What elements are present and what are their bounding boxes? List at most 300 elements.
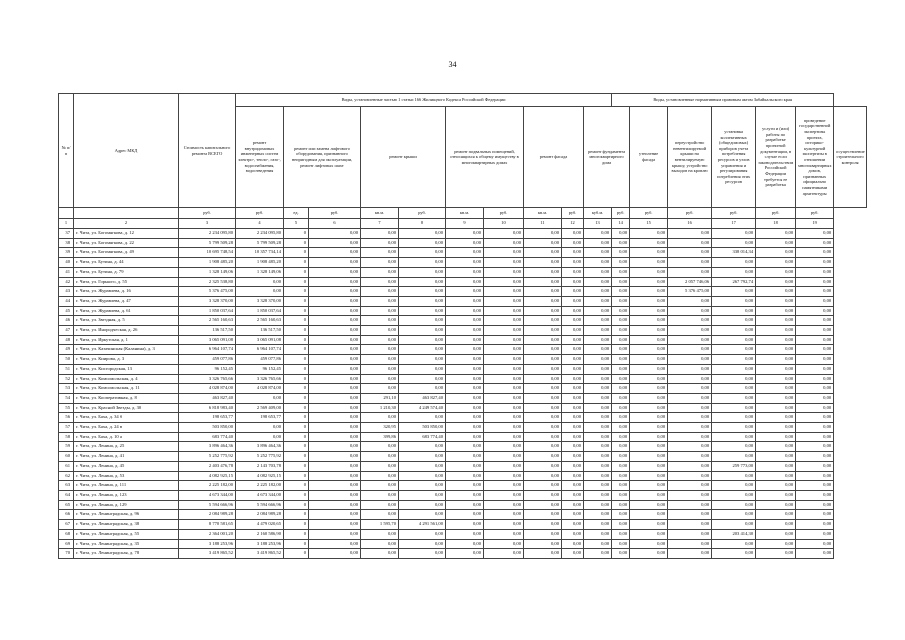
value-cell: 0 [284,423,309,433]
column-number-cell: 3 [179,218,236,229]
value-cell: 0,00 [630,529,668,539]
table-row [59,481,867,491]
row-address: г. Чита, ул. Ленина, д. 129 [74,500,179,510]
value-cell: 0,00 [446,306,484,316]
value-cell: 0,00 [612,355,630,365]
value-cell: 0,00 [756,296,796,306]
value-cell: 0,00 [612,423,630,433]
value-cell: 0,00 [361,296,399,306]
value-cell: 0,00 [446,510,484,520]
row-index: 37 [59,229,74,239]
value-cell: 0,00 [584,520,612,530]
value-cell: 0,00 [446,413,484,423]
value-cell: 399,86 [361,432,399,442]
value-cell: 0,00 [796,345,834,355]
value-cell: 0,00 [399,549,446,559]
value-cell: 0,00 [612,326,630,336]
value-cell: 8 770 581,65 [179,520,236,530]
value-cell: 0,00 [796,335,834,345]
row-index: 51 [59,364,74,374]
value-cell: 0,00 [399,384,446,394]
value-cell: 0,00 [668,481,712,491]
value-cell: 0,00 [668,374,712,384]
table-row [59,423,867,433]
value-cell: 0,00 [484,335,524,345]
value-cell: 0,00 [630,413,668,423]
value-cell: 0,00 [484,364,524,374]
value-cell: 0,00 [796,432,834,442]
value-cell: 10 695 748,54 [179,248,236,258]
row-address: г. Чита, ул. Богомягкова, д. 12 [74,229,179,239]
value-cell: 0 [284,374,309,384]
value-cell: 0 [284,500,309,510]
value-cell: 0,00 [399,355,446,365]
table-row [59,306,867,316]
column-number-cell: 12 [562,218,584,229]
value-cell: 0,00 [756,500,796,510]
value-cell: 0,00 [756,374,796,384]
value-cell: 0,00 [712,326,756,336]
value-cell: 0 [284,452,309,462]
row-address: г. Чита, ул. Журавлева, д. 16 [74,287,179,297]
value-cell: 0,00 [584,355,612,365]
value-cell: 4 479 020,65 [236,520,284,530]
value-cell: 0,00 [484,316,524,326]
value-cell: 0,00 [562,316,584,326]
value-cell: 0,00 [712,500,756,510]
value-cell: 0,00 [484,258,524,268]
value-cell: 0,00 [361,490,399,500]
value-cell: 0,00 [668,316,712,326]
value-cell: 0,00 [712,393,756,403]
value-cell: 0,00 [361,238,399,248]
col-header-design: услуги и (или) работы по разработке проектной документации, в случае если законодательством Российской Федерации требуется ее разработка [756,107,796,208]
column-number-cell: 6 [309,218,361,229]
value-cell: 0,00 [796,316,834,326]
row-index: 59 [59,442,74,452]
value-cell: 0 [284,432,309,442]
value-cell: 0,00 [612,471,630,481]
value-cell: 0,00 [446,471,484,481]
value-cell: 0,00 [756,539,796,549]
table-row [59,520,867,530]
value-cell: 0,00 [446,248,484,258]
row-address: г. Чита, ул. Журавлева, д. 47 [74,296,179,306]
value-cell: 0,00 [524,258,562,268]
value-cell: 0,00 [630,384,668,394]
table-row [59,258,867,268]
value-cell: 0,00 [712,287,756,297]
value-cell: 3 065 091,08 [236,335,284,345]
value-cell: 0,00 [524,316,562,326]
value-cell: 0,00 [668,335,712,345]
value-cell: 0,00 [630,549,668,559]
value-cell: 0,00 [796,258,834,268]
value-cell: 2 569 409,00 [236,403,284,413]
value-cell: 0,00 [630,345,668,355]
value-cell: 0,00 [524,326,562,336]
value-cell: 0,00 [562,442,584,452]
value-cell: 0,00 [399,500,446,510]
value-cell: 0,00 [484,529,524,539]
value-cell: 0,00 [630,267,668,277]
value-cell: 0,00 [309,403,361,413]
column-number-cell: 14 [612,218,630,229]
value-cell: 0,00 [562,238,584,248]
value-cell: 259 773,00 [712,461,756,471]
value-cell: 0,00 [756,510,796,520]
value-cell: 0,00 [562,287,584,297]
value-cell: 6 818 983,40 [179,403,236,413]
value-cell: 1 328 149,06 [236,267,284,277]
value-cell: 0,00 [668,364,712,374]
value-cell: 0,00 [446,481,484,491]
value-cell: 459 077,86 [179,355,236,365]
value-cell: 0,00 [309,520,361,530]
value-cell: 0,00 [524,481,562,491]
unit-cell: руб. [309,208,361,219]
value-cell: 2 325 538,80 [179,277,236,287]
value-cell: 6 964 107,74 [179,345,236,355]
value-cell: 0,00 [796,306,834,316]
value-cell: 0,00 [712,549,756,559]
value-cell: 0,00 [309,306,361,316]
value-cell: 0,00 [446,442,484,452]
value-cell: 0,00 [399,481,446,491]
value-cell: 0 [284,258,309,268]
value-cell: 0,00 [796,229,834,239]
table-row [59,442,867,452]
unit-cell: руб. [484,208,524,219]
value-cell: 0,00 [630,442,668,452]
row-index: 67 [59,520,74,530]
value-cell: 0,00 [236,423,284,433]
value-cell: 0 [284,267,309,277]
row-index: 65 [59,500,74,510]
group-header-code: Виды, установленные частью 1 статьи 166 Жилищного Кодекса Российской Федерации [236,94,612,107]
value-cell: 0,00 [668,238,712,248]
value-cell: 0,00 [446,520,484,530]
value-cell: 0,00 [712,355,756,365]
row-address: г. Чита, ул. Баха, д. 24 в [74,423,179,433]
value-cell: 0,00 [630,364,668,374]
value-cell: 0,00 [612,374,630,384]
value-cell: 5 594 666,96 [236,500,284,510]
row-address: г. Чита, ул. Киирова, д. 3 [74,355,179,365]
value-cell: 0,00 [399,442,446,452]
column-number-cell: 7 [361,218,399,229]
value-cell: 5 252 775,92 [236,452,284,462]
value-cell: 0,00 [562,355,584,365]
value-cell: 0,00 [612,442,630,452]
value-cell: 5 376 475,00 [668,287,712,297]
value-cell: 0,00 [796,248,834,258]
value-cell: 4 082 925,15 [179,471,236,481]
value-cell: 0,00 [446,529,484,539]
column-number-cell: 11 [524,218,562,229]
col-header-elevators: ремонт или замена лифтового оборудования, признанного непригодным для эксплуатации, ремонт лифтовых шахт [284,107,361,208]
value-cell: 0,00 [361,277,399,287]
value-cell: 0,00 [712,296,756,306]
col-header-roof: ремонт крыши [361,107,446,208]
value-cell: 0,00 [399,510,446,520]
value-cell: 0,00 [668,510,712,520]
value-cell: 0,00 [756,364,796,374]
value-cell: 0,00 [399,326,446,336]
value-cell: 0,00 [796,549,834,559]
value-cell: 0,00 [484,539,524,549]
table-row [59,287,867,297]
table-row [59,500,867,510]
value-cell: 0,00 [484,423,524,433]
value-cell: 0,00 [446,364,484,374]
value-cell: 0,00 [630,258,668,268]
value-cell: 0,00 [361,481,399,491]
column-number-cell: 2 [74,218,179,229]
value-cell: 0,00 [756,490,796,500]
column-number-cell: 5 [284,218,309,229]
value-cell: 0,00 [361,335,399,345]
value-cell: 0,00 [399,374,446,384]
value-cell: 1 595,70 [361,520,399,530]
row-index: 52 [59,374,74,384]
value-cell: 0,00 [524,423,562,433]
value-cell: 0,00 [446,316,484,326]
value-cell: 2 565 160,63 [179,316,236,326]
value-cell: 0,00 [612,490,630,500]
value-cell: 0,00 [668,452,712,462]
value-cell: 0 [284,345,309,355]
value-cell: 0,00 [712,403,756,413]
value-cell: 0,00 [756,529,796,539]
value-cell: 0,00 [309,490,361,500]
value-cell: 0,00 [612,287,630,297]
value-cell: 0,00 [562,306,584,316]
value-cell: 0,00 [712,364,756,374]
value-cell: 0,00 [446,277,484,287]
row-index: 45 [59,306,74,316]
row-address: г. Чита, ул. Инородческая, д. 26 [74,326,179,336]
value-cell: 0,00 [630,277,668,287]
table-row [59,490,867,500]
value-cell: 0,00 [361,539,399,549]
column-number-cell: 1 [59,218,74,229]
value-cell: 0,00 [399,452,446,462]
table-row [59,248,867,258]
value-cell: 0,00 [712,306,756,316]
value-cell: 0,00 [584,345,612,355]
row-address: г. Чита, ул. Комсомольская, д. 11 [74,384,179,394]
value-cell: 0,00 [796,442,834,452]
value-cell: 0,00 [668,471,712,481]
value-cell: 198 653,77 [236,413,284,423]
table-row [59,229,867,239]
value-cell: 5 376 475,00 [179,287,236,297]
value-cell: 0,00 [399,287,446,297]
value-cell: 0 [284,316,309,326]
table-row [59,345,867,355]
value-cell: 0,00 [562,393,584,403]
table-row [59,510,867,520]
value-cell: 0,00 [562,529,584,539]
value-cell: 96 152,45 [236,364,284,374]
value-cell: 0,00 [796,384,834,394]
value-cell: 0,00 [756,413,796,423]
value-cell: 0,00 [630,500,668,510]
value-cell: 0,00 [796,529,834,539]
col-header-basement: ремонт подвальных помещений, относящихся к общему имуществу в многоквартирных домах [446,107,524,208]
value-cell: 0,00 [630,335,668,345]
column-number-cell: 9 [446,218,484,229]
row-address: г. Чита, ул. Кисгородская, 13 [74,364,179,374]
value-cell: 0 [284,326,309,336]
value-cell: 0,00 [361,267,399,277]
value-cell: 136 517,50 [179,326,236,336]
row-index: 42 [59,277,74,287]
value-cell: 0,00 [309,355,361,365]
value-cell: 0,00 [446,229,484,239]
row-index: 69 [59,539,74,549]
row-address: г. Чита, ул. Красной Звезды, д. 30 [74,403,179,413]
value-cell: 1 210,30 [361,403,399,413]
value-cell: 0,00 [399,248,446,258]
row-address: г. Чита, ул. Ленина, д. 25 [74,442,179,452]
value-cell: 2 364 001,20 [179,529,236,539]
row-index: 39 [59,248,74,258]
value-cell: 5 799 509,28 [236,238,284,248]
value-cell: 0,00 [612,335,630,345]
row-address: г. Чита, ул. Ленинградская, д. 35 [74,539,179,549]
col-header-facade: ремонт фасада [524,107,584,208]
value-cell: 0,00 [796,267,834,277]
value-cell: 0,00 [446,432,484,442]
value-cell: 0,00 [361,345,399,355]
value-cell: 0,00 [484,277,524,287]
value-cell: 0,00 [612,549,630,559]
value-cell: 0,00 [399,413,446,423]
value-cell: 0,00 [361,471,399,481]
value-cell: 0 [284,335,309,345]
value-cell: 0,00 [756,432,796,442]
value-cell: 0,00 [361,442,399,452]
row-address: г. Чита, ул. Богомягкова, д. 22 [74,238,179,248]
value-cell: 0,00 [309,248,361,258]
value-cell: 0,00 [756,306,796,316]
value-cell: 96 152,45 [179,364,236,374]
value-cell: 0,00 [668,258,712,268]
unit-cell: руб. [612,208,630,219]
value-cell: 0,00 [484,287,524,297]
unit-cell: руб. [179,208,236,219]
table-row [59,393,867,403]
table-row [59,549,867,559]
unit-cell: руб. [630,208,668,219]
value-cell: 0,00 [756,384,796,394]
value-cell: 0,00 [446,452,484,462]
value-cell: 0,00 [309,258,361,268]
value-cell: 0,00 [562,345,584,355]
value-cell: 0,00 [630,490,668,500]
value-cell: 0,00 [796,500,834,510]
value-cell: 0,00 [668,326,712,336]
value-cell: 503 850,00 [179,423,236,433]
value-cell: 0,00 [630,229,668,239]
value-cell: 0,00 [712,423,756,433]
value-cell: 0 [284,306,309,316]
value-cell: 291,10 [361,393,399,403]
value-cell: 0,00 [796,238,834,248]
value-cell: 0,00 [361,326,399,336]
value-cell: 0,00 [756,316,796,326]
value-cell: 0,00 [562,500,584,510]
value-cell: 0 [284,403,309,413]
value-cell: 463 827,40 [399,393,446,403]
value-cell: 0,00 [584,461,612,471]
value-cell: 2 403 476,78 [179,461,236,471]
value-cell: 459 077,86 [236,355,284,365]
value-cell: 198 653,77 [179,413,236,423]
value-cell: 0 [284,413,309,423]
value-cell: 0,00 [612,364,630,374]
value-cell: 0,00 [484,461,524,471]
value-cell: 0,00 [584,326,612,336]
value-cell: 0,00 [756,326,796,336]
table-row [59,539,867,549]
value-cell: 0,00 [668,461,712,471]
value-cell: 0,00 [484,403,524,413]
row-address: г. Чита, ул. Кооперативная, д. 8 [74,393,179,403]
value-cell: 0,00 [524,384,562,394]
value-cell: 0,00 [361,529,399,539]
row-index: 70 [59,549,74,559]
value-cell: 2 143 703,78 [236,461,284,471]
value-cell: 0,00 [446,384,484,394]
value-cell: 0,00 [612,238,630,248]
value-cell: 0,00 [796,287,834,297]
value-cell: 0,00 [712,335,756,345]
value-cell: 0,00 [484,229,524,239]
table-row [59,296,867,306]
row-index: 64 [59,490,74,500]
value-cell: 0,00 [236,287,284,297]
value-cell: 0,00 [399,529,446,539]
value-cell: 0,00 [361,287,399,297]
row-address: г. Чита, ул. Богомягкова, д. 49 [74,248,179,258]
value-cell: 0,00 [399,258,446,268]
unit-cell: руб. [562,208,584,219]
value-cell: 0,00 [309,277,361,287]
value-cell: 0,00 [309,539,361,549]
row-address: г. Чита, ул. Баха, д. 34 б [74,413,179,423]
row-index: 41 [59,267,74,277]
value-cell: 0,00 [484,326,524,336]
value-cell: 0,00 [796,452,834,462]
value-cell: 0,00 [630,461,668,471]
row-index: 49 [59,345,74,355]
value-cell: 320,95 [361,423,399,433]
value-cell: 0,00 [484,510,524,520]
value-cell: 0,00 [712,432,756,442]
value-cell: 0,00 [562,374,584,384]
table-row [59,316,867,326]
value-cell: 1 908 485,20 [179,258,236,268]
value-cell: 0,00 [612,248,630,258]
value-cell: 0,00 [524,442,562,452]
value-cell: 0,00 [584,442,612,452]
row-address: г. Чита, ул. Ленина, д. 53 [74,471,179,481]
value-cell: 0,00 [524,296,562,306]
value-cell: 0 [284,471,309,481]
